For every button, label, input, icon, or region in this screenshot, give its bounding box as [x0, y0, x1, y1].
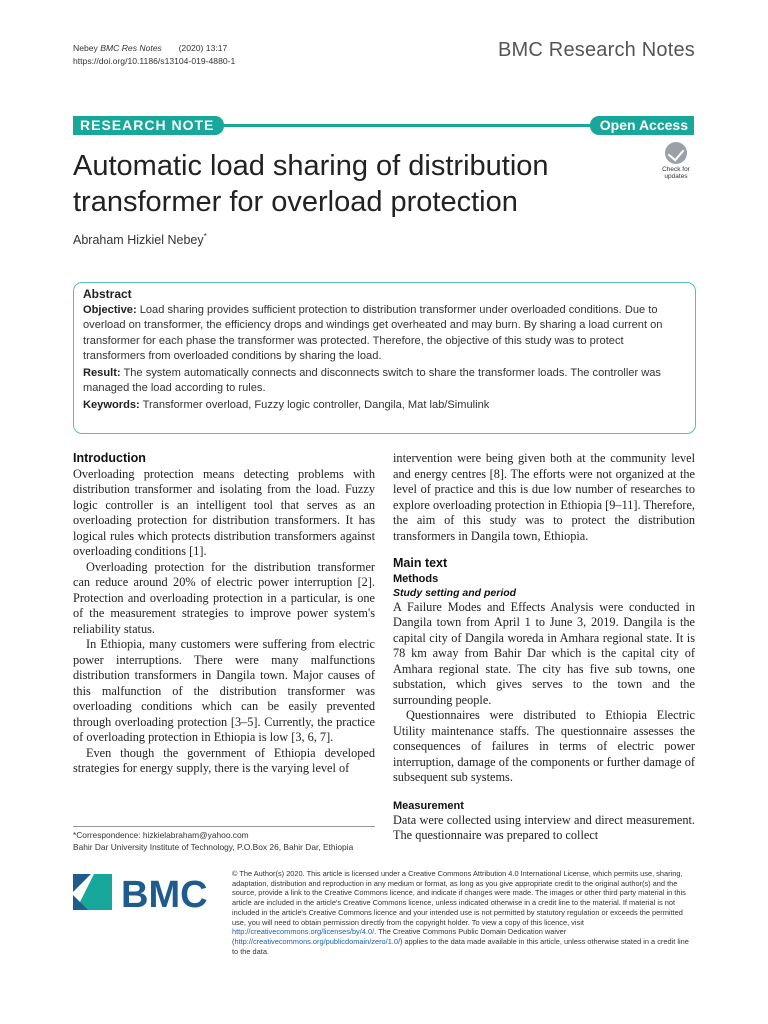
objective-text: Load sharing provides sufficient protection to distribution transformer under overloaded conditions. Due to overload on transformer, the efficiency drops and windings get overheated and may burn. By sharing a load current on transformer for each phase the transformer was protected. Therefore, the objective of this study was to protect transformers from overloaded conditions by sharing the load.: [83, 304, 663, 362]
author-line: [73, 232, 207, 247]
measurement-heading: Measurement: [393, 799, 464, 812]
license-body-2: . The Creative Commons Public Domain Dedication waiver (: [232, 927, 567, 946]
abstract-box: [73, 282, 696, 434]
abstract-heading: Abstract: [83, 287, 132, 301]
author-name: Abraham Hizkiel Nebey: [73, 233, 204, 248]
correspondence-email: *Correspondence: hizkielabraham@yahoo.com: [73, 830, 249, 840]
intro-paragraph-5: intervention were being given both at the community level and energy centres [8]. The efforts were not organized at the level of practice and this is due low number of researches to explore overloading protection in Ethiopia [9–11]. Therefore, the aim of this study was to protect the distribution transformers in Dangila town, Ethiopia.: [393, 451, 695, 543]
license-link-cc-by[interactable]: http://creativecommons.org/licenses/by/4.0/: [232, 927, 375, 937]
check-updates-line2: updates: [664, 173, 688, 180]
intro-paragraph-2: Overloading protection for the distribution transformer can reduce around 20% of electric power interruption [2]. Protection and overloading protection in a particular, is one of the measurement strategies to improve power system's reliability status.: [73, 559, 375, 636]
check-for-updates-badge[interactable]: [657, 142, 695, 180]
citation-year: (2020) 13:17: [178, 43, 228, 53]
author-affiliation: Bahir Dar University Institute of Technology, P.O.Box 26, Bahir Dar, Ethiopia: [73, 842, 354, 852]
license-link-cc0[interactable]: http://creativecommons.org/publicdomain/zero/1.0/: [234, 936, 401, 946]
result-label: Result:: [83, 367, 121, 380]
body-column-left: [73, 451, 375, 777]
abstract-keywords: [83, 398, 686, 413]
abstract-result: [83, 366, 686, 396]
body-column-right: [393, 451, 695, 844]
intro-paragraph-4: Even though the government of Ethiopia developed strategies for energy supply, there is the varying level of: [73, 745, 375, 775]
check-updates-icon: [665, 142, 687, 164]
doi-link[interactable]: https://doi.org/10.1186/s13104-019-4880-1: [73, 56, 236, 66]
bmc-logo-text: BMC: [121, 874, 208, 912]
author-mark: *: [203, 232, 207, 241]
citation-block: [73, 42, 235, 68]
methods-heading: Methods: [393, 572, 439, 585]
abstract-objective: [83, 303, 686, 364]
check-updates-line1: Check for: [662, 166, 690, 173]
citation-author: Nebey: [73, 43, 98, 53]
citation-journal: BMC Res Notes: [100, 43, 162, 53]
license-text: [232, 869, 695, 956]
bmc-logo: [73, 872, 218, 912]
methods-paragraph-2: Questionnaires were distributed to Ethiopia Electric Utility maintenance staffs. The questionnaire assesses the consequences of failures in terms of electric power interruption, damage of the components or further damage of subsequent sub systems.: [393, 708, 695, 784]
license-body: © The Author(s) 2020. This article is licensed under a Creative Commons Attribution 4.0 International License, which permits use, sharing, adaptation, distribution and reproduction in any medium or format, as long as you give appropriate credit to the original author(s) and the source, provide a link to the Creative Commons licence, and indicate if changes were made. The images or other third party material in this article are included in the article's Creative Commons licence, unless indicated otherwise in a credit line to the material. If material is not included in the article's Creative Commons licence and your intended use is not permitted by statutory regulation or exceeds the permitted use, you will need to obtain permission directly from the copyright holder. To view a copy of this licence, visit: [232, 869, 686, 927]
keywords-label: Keywords:: [83, 399, 140, 412]
intro-paragraph-3: In Ethiopia, many customers were suffering from electric power interruptions. There were many malfunctions distribution transformers in Dangila town. Major causes of this malfunction of the distribution transformer was overloading conditions which can be easily prevented through overloading protection [3–5]. Currently, the practice of overloading protection in Ethiopia is low [3, 6, 7].: [73, 637, 375, 744]
license-body-3: ) applies to the data made available in this article, unless otherwise stated in a credit line to the data.: [232, 936, 689, 956]
correspondence-footnote: [73, 826, 375, 853]
introduction-heading: Introduction: [73, 451, 146, 465]
methods-paragraph-1: A Failure Modes and Effects Analysis were conducted in Dangila town from April 1 to June 3, 2019. Dangila is the capital city of Dangila woreda in Amhara regional state. It is 78 km away from Bahir Dar which is the capital city of Amhara regional state. The city has five sub towns, one substation, which gives serves to the town and the surrounding people.: [393, 599, 695, 707]
study-setting-heading: Study setting and period: [393, 586, 517, 599]
objective-label: Objective:: [83, 304, 137, 317]
intro-paragraph-1: Overloading protection means detecting problems with distribution transformer and isolating from the load. Fuzzy logic controller is an intelligent tool that serves as an overloading protection for distribution transformers. It has logical rules which protects distribution transformers against overloading conditions [1].: [73, 466, 375, 558]
measurement-paragraph: Data were collected using interview and direct measurement. The questionnaire was prepared to collect: [393, 812, 695, 842]
bmc-logo-icon: [73, 872, 218, 912]
journal-name: BMC Research Notes: [498, 39, 695, 61]
main-text-heading: Main text: [393, 556, 448, 570]
article-type-banner: [73, 116, 694, 135]
keywords-text: Transformer overload, Fuzzy logic controller, Dangila, Mat lab/Simulink: [139, 399, 490, 412]
result-text: The system automatically connects and disconnects switch to share the transformer loads. The controller was managed the load according to rules.: [83, 367, 661, 395]
open-access-label: Open Access: [590, 116, 694, 135]
research-note-label: RESEARCH NOTE: [73, 116, 224, 135]
article-title: Automatic load sharing of distribution transformer for overload protection: [73, 150, 549, 218]
